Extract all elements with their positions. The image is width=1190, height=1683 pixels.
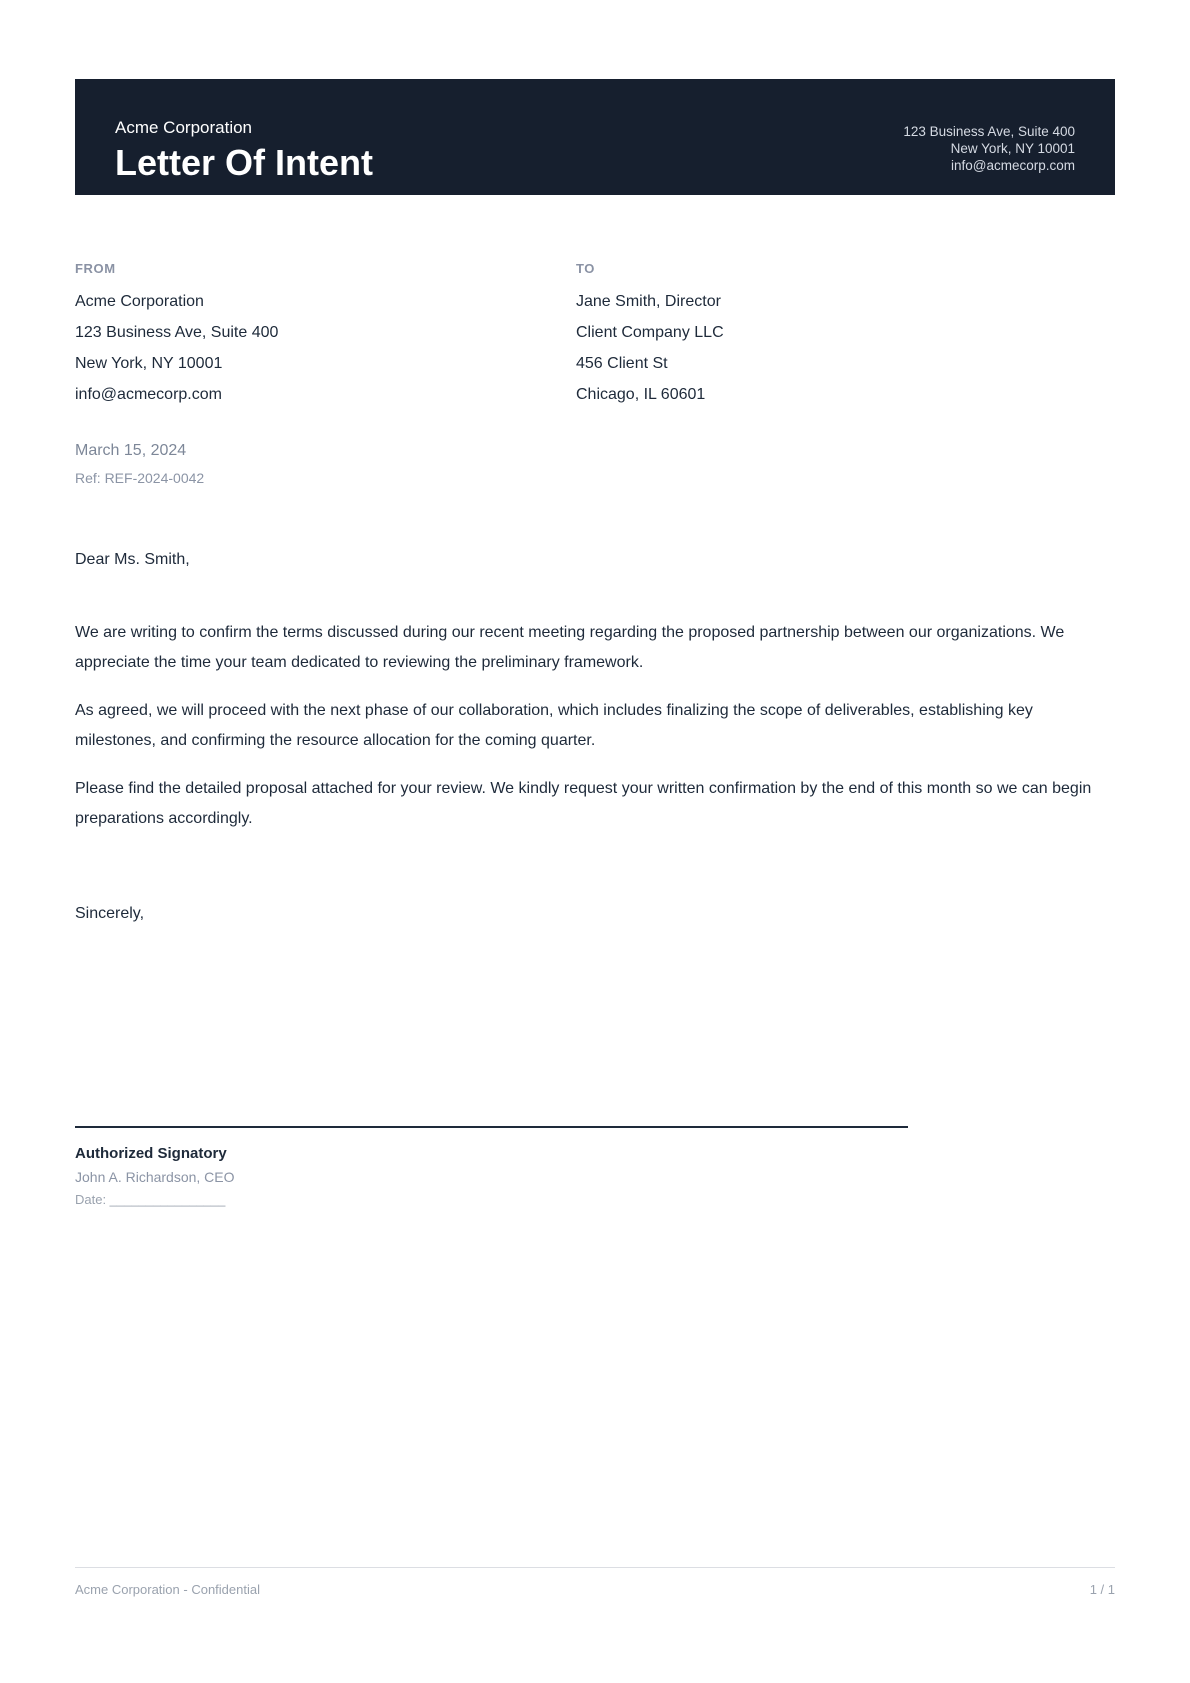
to-company: Client Company LLC (576, 324, 724, 341)
signatory-name: John A. Richardson, CEO (75, 1169, 235, 1185)
footer-page-number: 1 / 1 (1089, 1582, 1115, 1597)
body-paragraph: We are writing to confirm the terms discussed during our recent meeting regarding the proposed partnership between our organizations. We appreciate the time your team dedicated to reviewing the preliminary framework. (75, 624, 1065, 671)
letter-body (75, 618, 1115, 834)
closing-valediction: Sincerely, (75, 905, 145, 922)
signatory-title: Authorized Signatory (75, 1145, 227, 1162)
salutation: Dear Ms. Smith, (75, 551, 190, 568)
document-title: Letter Of Intent (115, 142, 373, 183)
header-identity (115, 79, 373, 195)
signature-date-line: Date: ________________ (75, 1192, 226, 1207)
from-street: 123 Business Ave, Suite 400 (75, 324, 279, 341)
footer-confidential-text: Acme Corporation - Confidential (75, 1582, 260, 1597)
header-address-line: 123 Business Ave, Suite 400 (903, 124, 1075, 139)
body-paragraph: Please find the detailed proposal attached for your review. We kindly request your written confirmation by the end of this month so we can begin preparations accordingly. (75, 780, 1092, 827)
signature-block (75, 1126, 908, 1210)
to-label: TO (576, 261, 596, 276)
body-paragraph: As agreed, we will proceed with the next phase of our collaboration, which includes finalizing the scope of deliverables, establishing key milestones, and confirming the resource allocation for the coming quarter. (75, 702, 1033, 749)
header-address-block (903, 123, 1075, 195)
parties-section (75, 261, 1115, 410)
header-address-line: New York, NY 10001 (950, 141, 1075, 156)
header-address-line: info@acmecorp.com (951, 158, 1075, 173)
page-footer (75, 1567, 1115, 1598)
letter-header-band (75, 79, 1115, 195)
date-section (75, 440, 1115, 488)
to-block (576, 261, 1115, 410)
from-city: New York, NY 10001 (75, 355, 223, 372)
to-city: Chicago, IL 60601 (576, 386, 706, 403)
to-street: 456 Client St (576, 355, 668, 372)
from-label: FROM (75, 261, 116, 276)
company-name: Acme Corporation (115, 118, 253, 137)
reference-number: Ref: REF-2024-0042 (75, 470, 205, 486)
from-email: info@acmecorp.com (75, 386, 222, 403)
letter-date: March 15, 2024 (75, 442, 187, 459)
to-recipient: Jane Smith, Director (576, 293, 721, 310)
from-block (75, 261, 576, 410)
from-company: Acme Corporation (75, 293, 204, 310)
